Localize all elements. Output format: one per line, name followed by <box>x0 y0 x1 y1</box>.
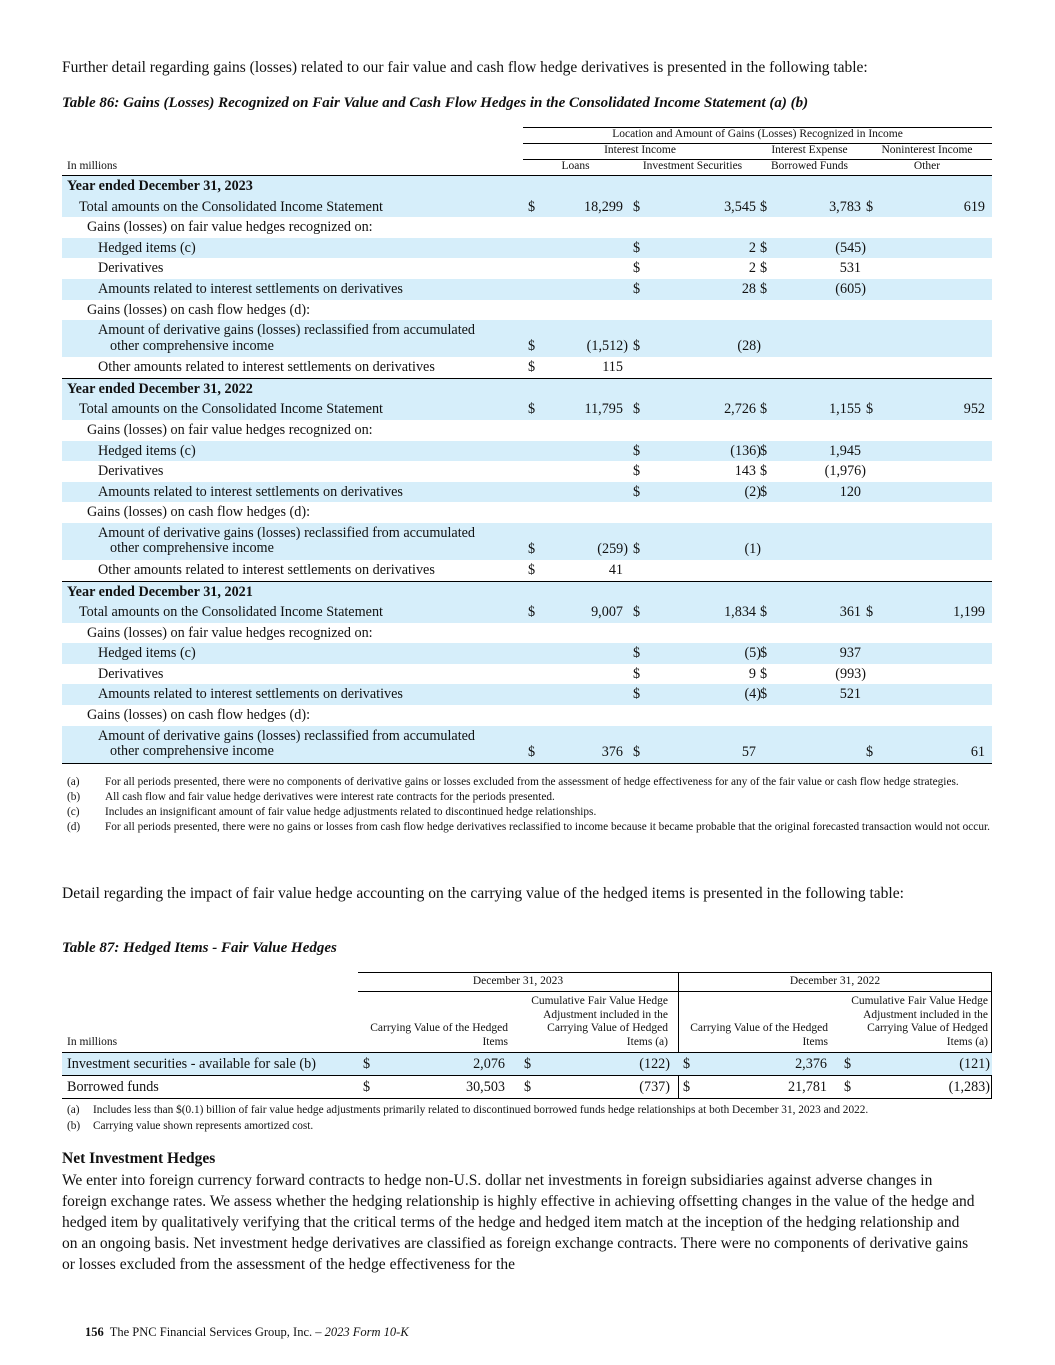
currency-symbol: $ <box>760 604 768 621</box>
currency-symbol: $ <box>760 239 768 256</box>
currency-symbol: $ <box>633 483 641 500</box>
currency-symbol: $ <box>633 686 641 703</box>
currency-symbol: $ <box>633 260 641 277</box>
value-loans: 376 <box>601 743 623 760</box>
value-inv: (4) <box>744 686 761 703</box>
currency-symbol: $ <box>633 198 641 215</box>
value-loans: 41 <box>608 561 623 578</box>
table-87-footnotes <box>62 1102 992 1134</box>
currency-symbol: $ <box>760 198 768 215</box>
row-label: Amounts related to interest settlements on derivatives <box>98 483 403 500</box>
value-inv: 143 <box>734 463 756 480</box>
table-86-header-groups <box>62 143 992 159</box>
value-bor: 361 <box>839 604 861 621</box>
currency-symbol: $ <box>633 442 641 459</box>
value-oth: 1,199 <box>953 604 985 621</box>
value-loans: 18,299 <box>583 198 623 215</box>
table-row <box>62 523 992 560</box>
value-bor: 120 <box>839 483 861 500</box>
header-noninterest-income: Noninterest Income <box>881 144 973 156</box>
table-row <box>62 705 992 726</box>
currency-symbol: $ <box>760 260 768 277</box>
table-row <box>62 238 992 259</box>
row-label <box>98 526 475 557</box>
row-label: Derivatives <box>98 260 164 277</box>
header-other: Other <box>913 160 941 172</box>
table-86-title: Table 86: Gains (Losses) Recognized on Fair Value and Cash Flow Hedges in the Consolidated Income Statement (a) (b) <box>62 95 809 111</box>
col-carrying-2023: Carrying Value of the Hedged Items <box>370 1022 508 1048</box>
intro-text: Further detail regarding gains (losses) related to our fair value and cash flow hedge derivatives is presented in the following table: <box>62 59 868 76</box>
row-label-line: Amount of derivative gains (losses) reclassified from accumulated <box>98 524 476 541</box>
header-investment-securities: Investment Securities <box>642 160 743 172</box>
row-label: Amounts related to interest settlements on derivatives <box>98 686 403 703</box>
row-label: Other amounts related to interest settlements on derivatives <box>98 561 435 578</box>
table-86-body <box>62 175 992 764</box>
row-label: Hedged items (c) <box>98 239 196 256</box>
row-label <box>98 729 475 760</box>
table-row <box>62 560 992 581</box>
col-carrying-2022: Carrying Value of the Hedged Items <box>690 1022 828 1048</box>
row-label: Year ended December 31, 2021 <box>67 583 253 600</box>
value-loans: 115 <box>602 359 623 376</box>
table-row <box>62 217 992 238</box>
currency-symbol: $ <box>760 645 768 662</box>
currency-symbol: $ <box>633 604 641 621</box>
value-inv: 28 <box>741 280 756 297</box>
table-row <box>62 726 992 763</box>
table-row <box>62 502 992 523</box>
currency-symbol: $ <box>633 645 641 662</box>
currency-symbol: $ <box>528 540 536 557</box>
value-bor: (545) <box>835 239 866 256</box>
currency-symbol: $ <box>633 239 641 256</box>
row-label: Other amounts related to interest settlements on derivatives <box>98 359 435 376</box>
row-label: Gains (losses) on fair value hedges recognized on: <box>87 219 373 236</box>
header-loans: Loans <box>561 160 590 172</box>
row-label: Total amounts on the Consolidated Income Statement <box>79 401 383 418</box>
page-number: 156 <box>85 1325 104 1339</box>
value-inv: 3,545 <box>724 198 756 215</box>
value-inv: (5) <box>744 645 761 662</box>
row-label-line: Amount of derivative gains (losses) reclassified from accumulated <box>98 727 476 744</box>
currency-symbol: $ <box>760 442 768 459</box>
table-row <box>62 320 992 357</box>
footnote: (c) Includes an insignificant amount of fair value hedge adjustments related to discontinued hedge relationships. <box>67 806 597 818</box>
header-interest-income: Interest Income <box>604 144 676 156</box>
value-inv: 9 <box>748 665 756 682</box>
table-row <box>62 482 992 503</box>
value-bor: (1,976) <box>824 463 866 480</box>
currency-symbol: $ <box>528 359 536 376</box>
footnote: (a) For all periods presented, there were no components of derivative gains or losses excluded from the assessment of hedge effectiveness for any of the fair value or cash flow hedge strategies. <box>67 776 959 788</box>
value-bor: (605) <box>835 280 866 297</box>
value-oth: 61 <box>970 743 985 760</box>
header-borrowed-funds: Borrowed Funds <box>771 160 848 172</box>
in-millions-label: In millions <box>67 160 118 172</box>
value-oth: 619 <box>963 198 985 215</box>
group-dec-2022: December 31, 2022 <box>678 972 992 992</box>
row-label-continued: other comprehensive income <box>110 540 274 557</box>
currency-symbol: $ <box>633 743 641 760</box>
value-inv: 2 <box>748 239 756 256</box>
currency-symbol: $ <box>760 280 768 297</box>
detail-text: Detail regarding the impact of fair value hedge accounting on the carrying value of the hedged items is presented in the following table: <box>62 885 904 902</box>
currency-symbol: $ <box>633 338 641 355</box>
currency-symbol: $ <box>866 198 874 215</box>
value-bor: 521 <box>839 686 861 703</box>
value-inv: (1) <box>744 540 761 557</box>
currency-symbol: $ <box>528 198 536 215</box>
currency-symbol: $ <box>528 604 536 621</box>
currency-symbol: $ <box>633 540 641 557</box>
footnote: (b) Carrying value shown represents amortized cost. <box>67 1120 314 1132</box>
value-inv: 2,726 <box>724 401 756 418</box>
col-cumulative-2023: Cumulative Fair Value Hedge Adjustment included in the Carrying Value of Hedged Items (a) <box>531 995 668 1048</box>
currency-symbol: $ <box>760 483 768 500</box>
header-interest-expense: Interest Expense <box>771 144 848 156</box>
row-label-line: Amount of derivative gains (losses) reclassified from accumulated <box>98 322 476 339</box>
currency-symbol: $ <box>760 665 768 682</box>
table-86-header-cols <box>62 159 992 175</box>
currency-symbol: $ <box>528 401 536 418</box>
year-header-row <box>62 175 992 197</box>
in-millions-label: In millions <box>67 1036 118 1048</box>
table-row <box>62 300 992 321</box>
table-86-header-top <box>62 127 992 143</box>
currency-symbol: $ <box>866 401 874 418</box>
table-row <box>62 461 992 482</box>
footnote: (d) For all periods presented, there were no gains or losses from cash flow hedge derivatives reclassified to income because it became probable that the original forecasted transaction would not occur. <box>67 821 990 833</box>
table-row <box>62 279 992 300</box>
footer-form: 2023 Form 10-K <box>324 1325 409 1339</box>
value-inv: (2) <box>744 483 761 500</box>
table-row: Borrowed funds $ 30,503 $ (737) $ 21,781 $ (1,283) <box>62 1075 992 1099</box>
year-header-row <box>62 581 992 603</box>
row-label: Year ended December 31, 2023 <box>67 178 253 194</box>
currency-symbol: $ <box>528 338 536 355</box>
value-loans: (1,512) <box>586 338 628 355</box>
table-87-title: Table 87: Hedged Items - Fair Value Hedges <box>62 940 337 956</box>
row-label: Hedged items (c) <box>98 645 196 662</box>
row-label <box>98 323 475 354</box>
row-label: Derivatives <box>98 665 164 682</box>
page-footer <box>85 1325 409 1340</box>
table-86 <box>62 127 992 764</box>
value-bor: 1,945 <box>829 442 861 459</box>
section-body: We enter into foreign currency forward contracts to hedge non-U.S. dollar net investments in foreign subsidiaries against adverse changes in foreign exchange rates. We assess whether the hedging relationship is highly effective in achieving offsetting changes in the value of the hedge and hedged item by qualitatively verifying that the critical terms of the hedge and hedged item match at the inception of the hedging relationship and on an ongoing basis. Net investment hedge derivatives are classified as foreign exchange contracts. There were no components of derivative gains or losses excluded from the assessment of the hedge effectiveness for the <box>62 1172 975 1273</box>
year-header-row <box>62 378 992 400</box>
row-label: Gains (losses) on cash flow hedges (d): <box>87 301 311 318</box>
table-row <box>62 258 992 279</box>
table-86-footnotes <box>62 775 992 835</box>
currency-symbol: $ <box>866 743 874 760</box>
row-label-continued: other comprehensive income <box>110 743 274 760</box>
table-row <box>62 602 992 623</box>
row-label: Derivatives <box>98 463 164 480</box>
row-label: Gains (losses) on fair value hedges recognized on: <box>87 624 373 641</box>
table-row: Investment securities - available for sale (b) $ 2,076 $ (122) $ 2,376 $ (121) <box>62 1052 992 1075</box>
value-inv: 57 <box>741 743 756 760</box>
value-bor: 531 <box>839 260 861 277</box>
currency-symbol: $ <box>633 401 641 418</box>
table-row <box>62 623 992 644</box>
row-label: Total amounts on the Consolidated Income Statement <box>79 198 383 215</box>
row-label-continued: other comprehensive income <box>110 337 274 354</box>
currency-symbol: $ <box>633 463 641 480</box>
value-inv: (136) <box>730 442 761 459</box>
value-bor: 1,155 <box>829 401 861 418</box>
row-label: Amounts related to interest settlements on derivatives <box>98 280 403 297</box>
currency-symbol: $ <box>760 686 768 703</box>
value-bor: 937 <box>839 645 861 662</box>
footer-company: The PNC Financial Services Group, Inc. – <box>109 1325 325 1339</box>
table-row <box>62 420 992 441</box>
row-label: Total amounts on the Consolidated Income Statement <box>79 604 383 621</box>
currency-symbol: $ <box>866 604 874 621</box>
row-label: Hedged items (c) <box>98 442 196 459</box>
footnote: (b) All cash flow and fair value hedge derivatives were interest rate contracts for the periods presented. <box>67 791 555 803</box>
value-loans: (259) <box>597 540 628 557</box>
value-inv: (28) <box>737 338 761 355</box>
row-label: Gains (losses) on cash flow hedges (d): <box>87 707 311 724</box>
value-bor: (993) <box>835 665 866 682</box>
currency-symbol: $ <box>528 561 536 578</box>
section-heading: Net Investment Hedges <box>62 1150 216 1167</box>
row-label: Year ended December 31, 2022 <box>67 380 253 397</box>
row-label: Gains (losses) on cash flow hedges (d): <box>87 504 311 521</box>
row-label: Gains (losses) on fair value hedges recognized on: <box>87 421 373 438</box>
currency-symbol: $ <box>633 280 641 297</box>
currency-symbol: $ <box>760 401 768 418</box>
table-row <box>62 643 992 664</box>
value-bor: 3,783 <box>829 198 861 215</box>
table-row <box>62 441 992 462</box>
header-location-amount: Location and Amount of Gains (Losses) Recognized in Income <box>612 128 903 140</box>
value-loans: 9,007 <box>591 604 623 621</box>
table-row <box>62 197 992 218</box>
value-oth: 952 <box>963 401 985 418</box>
currency-symbol: $ <box>760 463 768 480</box>
table-row <box>62 664 992 685</box>
table-bottom-rule <box>62 763 992 764</box>
table-row <box>62 684 992 705</box>
value-loans: 11,795 <box>584 401 623 418</box>
value-inv: 1,834 <box>724 604 756 621</box>
currency-symbol: $ <box>633 665 641 682</box>
value-inv: 2 <box>748 260 756 277</box>
col-cumulative-2022: Cumulative Fair Value Hedge Adjustment included in the Carrying Value of Hedged Items (a) <box>851 995 988 1048</box>
group-dec-2023: December 31, 2023 <box>358 972 678 992</box>
table-row <box>62 357 992 378</box>
currency-symbol: $ <box>528 743 536 760</box>
footnote: (a) Includes less than $(0.1) billion of fair value hedge adjustments primarily related to discontinued borrowed funds hedge relationships at both December 31, 2023 and 2022. <box>67 1104 869 1116</box>
table-row <box>62 399 992 420</box>
